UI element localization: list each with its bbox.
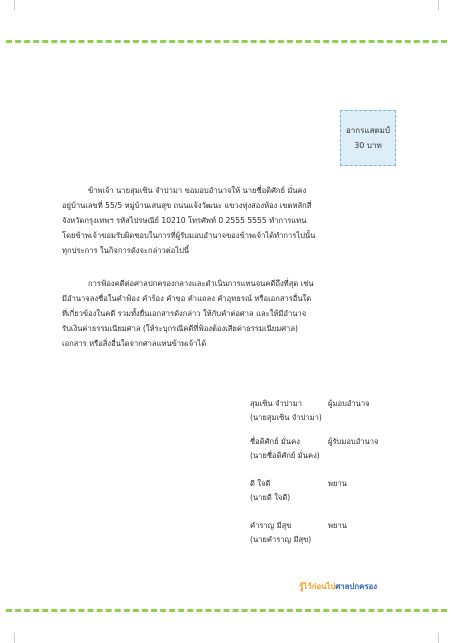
crop-mark xyxy=(438,633,439,643)
signature-printed-name: (นายดี ใจดี) xyxy=(250,493,291,502)
paragraph-line: ข้าพเจ้า นายสุมเซิน จำปามา ขอมอบอำนาจให้ นายชื่อดิศักย์ มั่นคง xyxy=(88,186,307,195)
signature-role: พยาน xyxy=(328,521,347,530)
paragraph-scope xyxy=(62,276,400,351)
top-dashed-border xyxy=(6,40,447,43)
signature-role: พยาน xyxy=(328,479,347,488)
paragraph-line: โดยข้าพเจ้าขอมรับผิดชอบในการที่ผู้รับมอบอำนาจของข้าพเจ้าได้ทำการไปนั้น xyxy=(62,231,316,240)
paragraph-line: รับเงินค่าธรรมเนียมศาล (ให้ระบุกรณีคดีที่ฟ้องต้องเสียค่าธรรมเนียมศาล) xyxy=(62,324,298,333)
paragraph-line: จังหวัดกรุงเทพฯ รหัสไปรษณีย์ 10210 โทรศัพท์ 0 2555 5555 ทำการแทน xyxy=(62,216,307,225)
stamp-label: อากรแสตมป์ xyxy=(345,126,391,135)
signature-name: คำราญ มีสุข xyxy=(250,521,292,530)
signature-name: ดี ใจดี xyxy=(250,479,271,488)
signature-printed-name: (นายชื่อดิศักย์ มั่นคง) xyxy=(250,451,320,460)
signature-printed-name: (นายคำราญ มีสุข) xyxy=(250,535,312,544)
signature-name: สุมเซิน จำปามา xyxy=(250,399,303,408)
bottom-dashed-border xyxy=(6,609,447,612)
stamp-amount: 30 บาท xyxy=(354,141,382,151)
paragraph-line: อยู่บ้านเลขที่ 55/5 หมู่บ้านเสนสุข ถนนแจ้งวัฒนะ แขวงทุ่งสองห้อง เขตหลักสี่ xyxy=(62,201,312,210)
paragraph-line: มีอำนาจลงชื่อในคำฟ้อง คำร้อง คำขอ คำแถลง คำอุทธรณ์ หรือเอกสารอื่นใด xyxy=(62,294,312,303)
footer-text-orange: รู้ไว้ก่อนไป xyxy=(299,582,336,591)
paragraph-line: ที่เกี่ยวข้องในคดี รวมทั้งยื่นเอกสารดังกล่าว ให้กับคำต่อศาล และให้มีอำนาจ xyxy=(62,309,307,318)
signature-role: ผู้มอบอำนาจ xyxy=(328,399,370,408)
paragraph-line: การฟ้องคดีต่อศาลปกครองกลางและดำเนินการแทนจนคดีถึงที่สุด เช่น xyxy=(88,279,314,288)
signature-role: ผู้รับมอบอำนาจ xyxy=(328,437,379,446)
crop-mark xyxy=(438,0,439,10)
paragraph-authorization xyxy=(62,183,400,258)
signature-witness-1 xyxy=(250,477,430,505)
paragraph-line: เอกสาร หรือสิ่งอื่นใดจากศาลแทนข้าพเจ้าได้ xyxy=(62,339,207,348)
signature-witness-2 xyxy=(250,519,430,547)
signature-name: ชื่อดิศักย์ มั่นคง xyxy=(250,437,300,446)
paragraph-line: ทุกประการ ในกิจการดังจะกล่าวต่อไปนี้ xyxy=(62,246,190,255)
footer-text-blue: ศาลปกครอง xyxy=(335,582,377,591)
crop-mark xyxy=(14,633,15,643)
signature-printed-name: (นายสุมเซิน จำปามา) xyxy=(250,413,322,422)
signature-grantee xyxy=(250,435,430,463)
crop-mark xyxy=(14,0,15,10)
footer-brand xyxy=(299,581,377,593)
revenue-stamp-box xyxy=(340,110,396,166)
signature-grantor xyxy=(250,397,430,425)
